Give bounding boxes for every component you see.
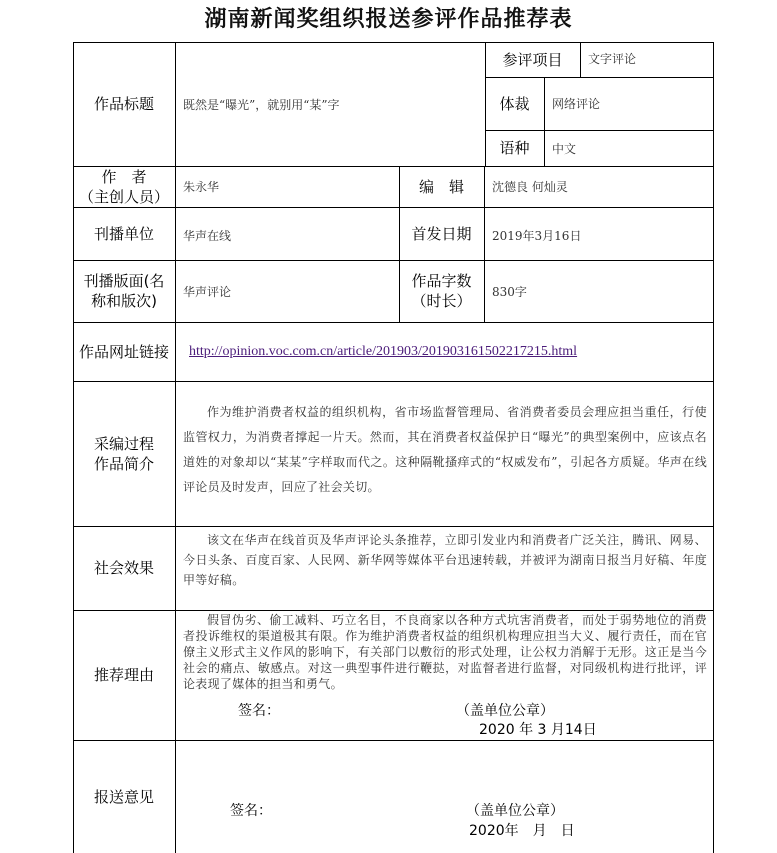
work-title-label: 作品标题 xyxy=(93,95,154,113)
language-label: 语种 xyxy=(499,139,530,157)
category-label: 参评项目 xyxy=(502,50,563,69)
reason-sign-label: 签名： xyxy=(238,703,280,719)
edition-label-line1: 刊播版面(名 xyxy=(83,272,165,290)
editor-label: 编 辑 xyxy=(418,177,464,196)
category-value: 文字评论 xyxy=(588,52,637,66)
publisher-value: 华声在线 xyxy=(183,229,232,243)
word-count-value: 830字 xyxy=(492,284,527,299)
author-label-line1: 作 者 xyxy=(101,167,147,186)
language-value: 中文 xyxy=(552,141,577,156)
word-count-label-line1: 作品字数 xyxy=(411,272,472,290)
edition-value: 华声评论 xyxy=(183,284,232,299)
reason-label: 推荐理由 xyxy=(93,666,154,684)
first-date-value: 2019年3月16日 xyxy=(492,229,582,243)
author-label-line2: （主创人员） xyxy=(78,187,169,206)
effect-text: 该文在华声在线首页及华声评论头条推荐，立即引发业内和消费者广泛关注，腾讯、网易、今日头条、百度百家、人民网、新华网等媒体平台迅速转载，并被评为湖南日报当月好稿、年度甲等好稿。 xyxy=(183,533,707,587)
first-date-label: 首发日期 xyxy=(411,224,472,243)
author-label xyxy=(73,166,175,207)
process-label xyxy=(73,381,175,526)
reason-seal-label: （盖单位公章） xyxy=(456,703,554,719)
process-label-line1: 采编过程 xyxy=(93,434,154,453)
form-title: 湖南新闻奖组织报送参评作品推荐表 xyxy=(204,7,573,32)
effect-label: 社会效果 xyxy=(93,559,154,577)
process-text: 作为维护消费者权益的组织机构，省市场监督管理局、省消费者委员会理应担当重任，行使监管权力，为消费者撑起一片天。然而，其在消费者权益保护日“曝光”的典型案例中，应该点名道姓的对象却以“某某”字样取而代之。这种隔靴搔痒式的“权威发布”，引起各方质疑。华声在线评论员及时发声，回应了社会关切。 xyxy=(183,405,707,494)
url-cell xyxy=(175,322,714,381)
reason-date: 2020 年 3 月14日 xyxy=(479,722,597,738)
opinion-seal-label: （盖单位公章） xyxy=(466,803,564,819)
edition-label-line2: 称和版次) xyxy=(91,292,157,310)
url-label: 作品网址链接 xyxy=(78,342,169,361)
word-count-label xyxy=(399,260,484,322)
genre-label: 体裁 xyxy=(499,94,530,113)
author-value: 朱永华 xyxy=(183,180,220,194)
process-label-line2: 作品简介 xyxy=(93,454,154,473)
reason-text: 假冒伪劣、偷工减料、巧立名目，不良商家以各种方式坑害消费者，而处于弱势地位的消费者投诉维权的渠道极其有限。作为维护消费者权益的组织机构理应担当大义、履行责任，而在官僚主义形式主义作风的影响下，有关部门以敷衍的形式处理，让公权力消解于无形。这正是当今社会的痛点、敏感点。对这一典型事件进行鞭挞，对监督者进行监督，对同级机构进行批评，评论表现了媒体的担当和勇气。 xyxy=(183,613,707,691)
opinion-label: 报送意见 xyxy=(93,787,154,806)
genre-value: 网络评论 xyxy=(552,97,601,111)
opinion-sign-label: 签名： xyxy=(230,803,272,819)
work-url-link[interactable]: http://opinion.voc.com.cn/article/201903/201903161502217215.html xyxy=(189,343,578,359)
word-count-label-line2: （时长） xyxy=(411,292,472,310)
work-title-value: 既然是“曝光”，就别用“某”字 xyxy=(183,97,340,112)
edition-label xyxy=(73,260,175,322)
opinion-date: 2020年 月 日 xyxy=(469,823,575,839)
editor-value: 沈德良 何灿灵 xyxy=(492,180,568,194)
publisher-label: 刊播单位 xyxy=(93,224,154,243)
